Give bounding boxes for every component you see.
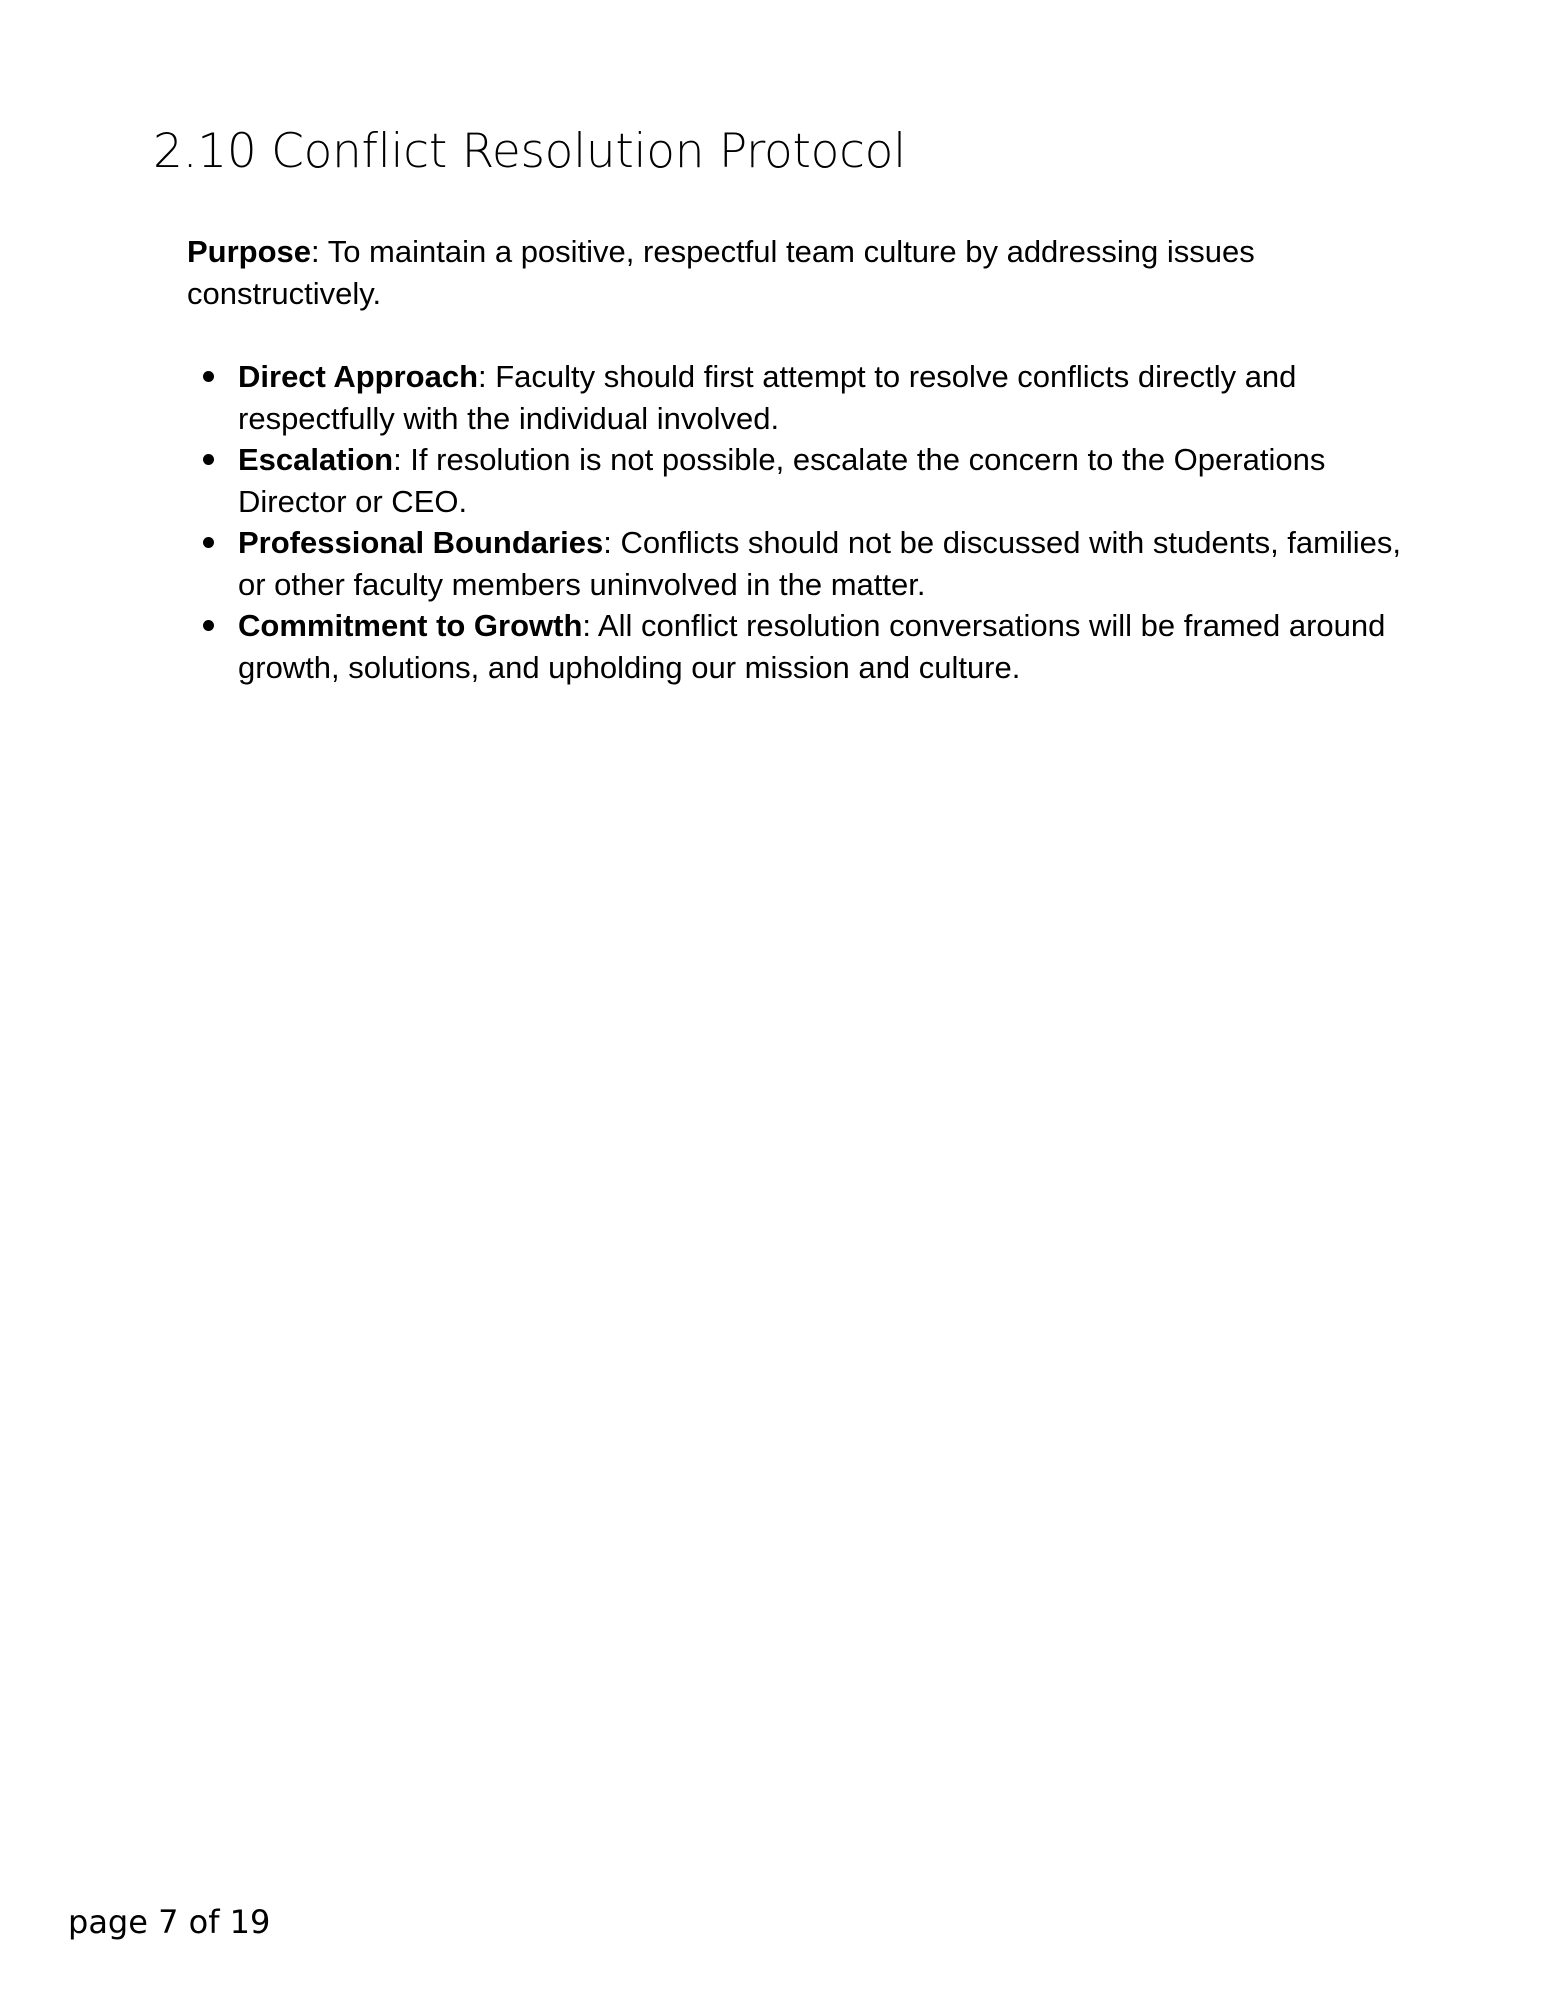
section-title: 2.10 Conflict Resolution Protocol bbox=[153, 124, 906, 179]
list-item-text: : If resolution is not possible, escalate the concern to the Operations Director or CEO. bbox=[238, 442, 1326, 519]
list-item-text: : Conflicts should not be discussed with students, families, or other faculty members uninvolved in the matter. bbox=[238, 525, 1401, 602]
list-item-direct-approach bbox=[187, 356, 1417, 439]
page-number: page 7 of 19 bbox=[68, 1903, 271, 1941]
list-item-lead: Commitment to Growth bbox=[238, 608, 583, 643]
list-item-text: : Faculty should first attempt to resolve conflicts directly and respectfully with the individual involved. bbox=[238, 359, 1297, 436]
list-item-text: : All conflict resolution conversations will be framed around growth, solutions, and upholding our mission and culture. bbox=[238, 608, 1386, 685]
purpose-lead: Purpose bbox=[187, 234, 312, 269]
list-item-lead: Professional Boundaries bbox=[238, 525, 604, 560]
list-item-professional-boundaries bbox=[187, 522, 1417, 605]
list-item-commitment-to-growth bbox=[187, 605, 1417, 688]
bullet-icon bbox=[203, 371, 214, 382]
purpose-text: : To maintain a positive, respectful team culture by addressing issues constructively. bbox=[187, 234, 1255, 311]
list-item-lead: Escalation bbox=[238, 442, 394, 477]
list-item-lead: Direct Approach bbox=[238, 359, 479, 394]
bullet-icon bbox=[203, 454, 214, 465]
list-item-escalation bbox=[187, 439, 1417, 522]
purpose-paragraph bbox=[187, 231, 1387, 314]
bullet-icon bbox=[203, 537, 214, 548]
bullet-icon bbox=[203, 620, 214, 631]
policy-list bbox=[187, 356, 1417, 688]
